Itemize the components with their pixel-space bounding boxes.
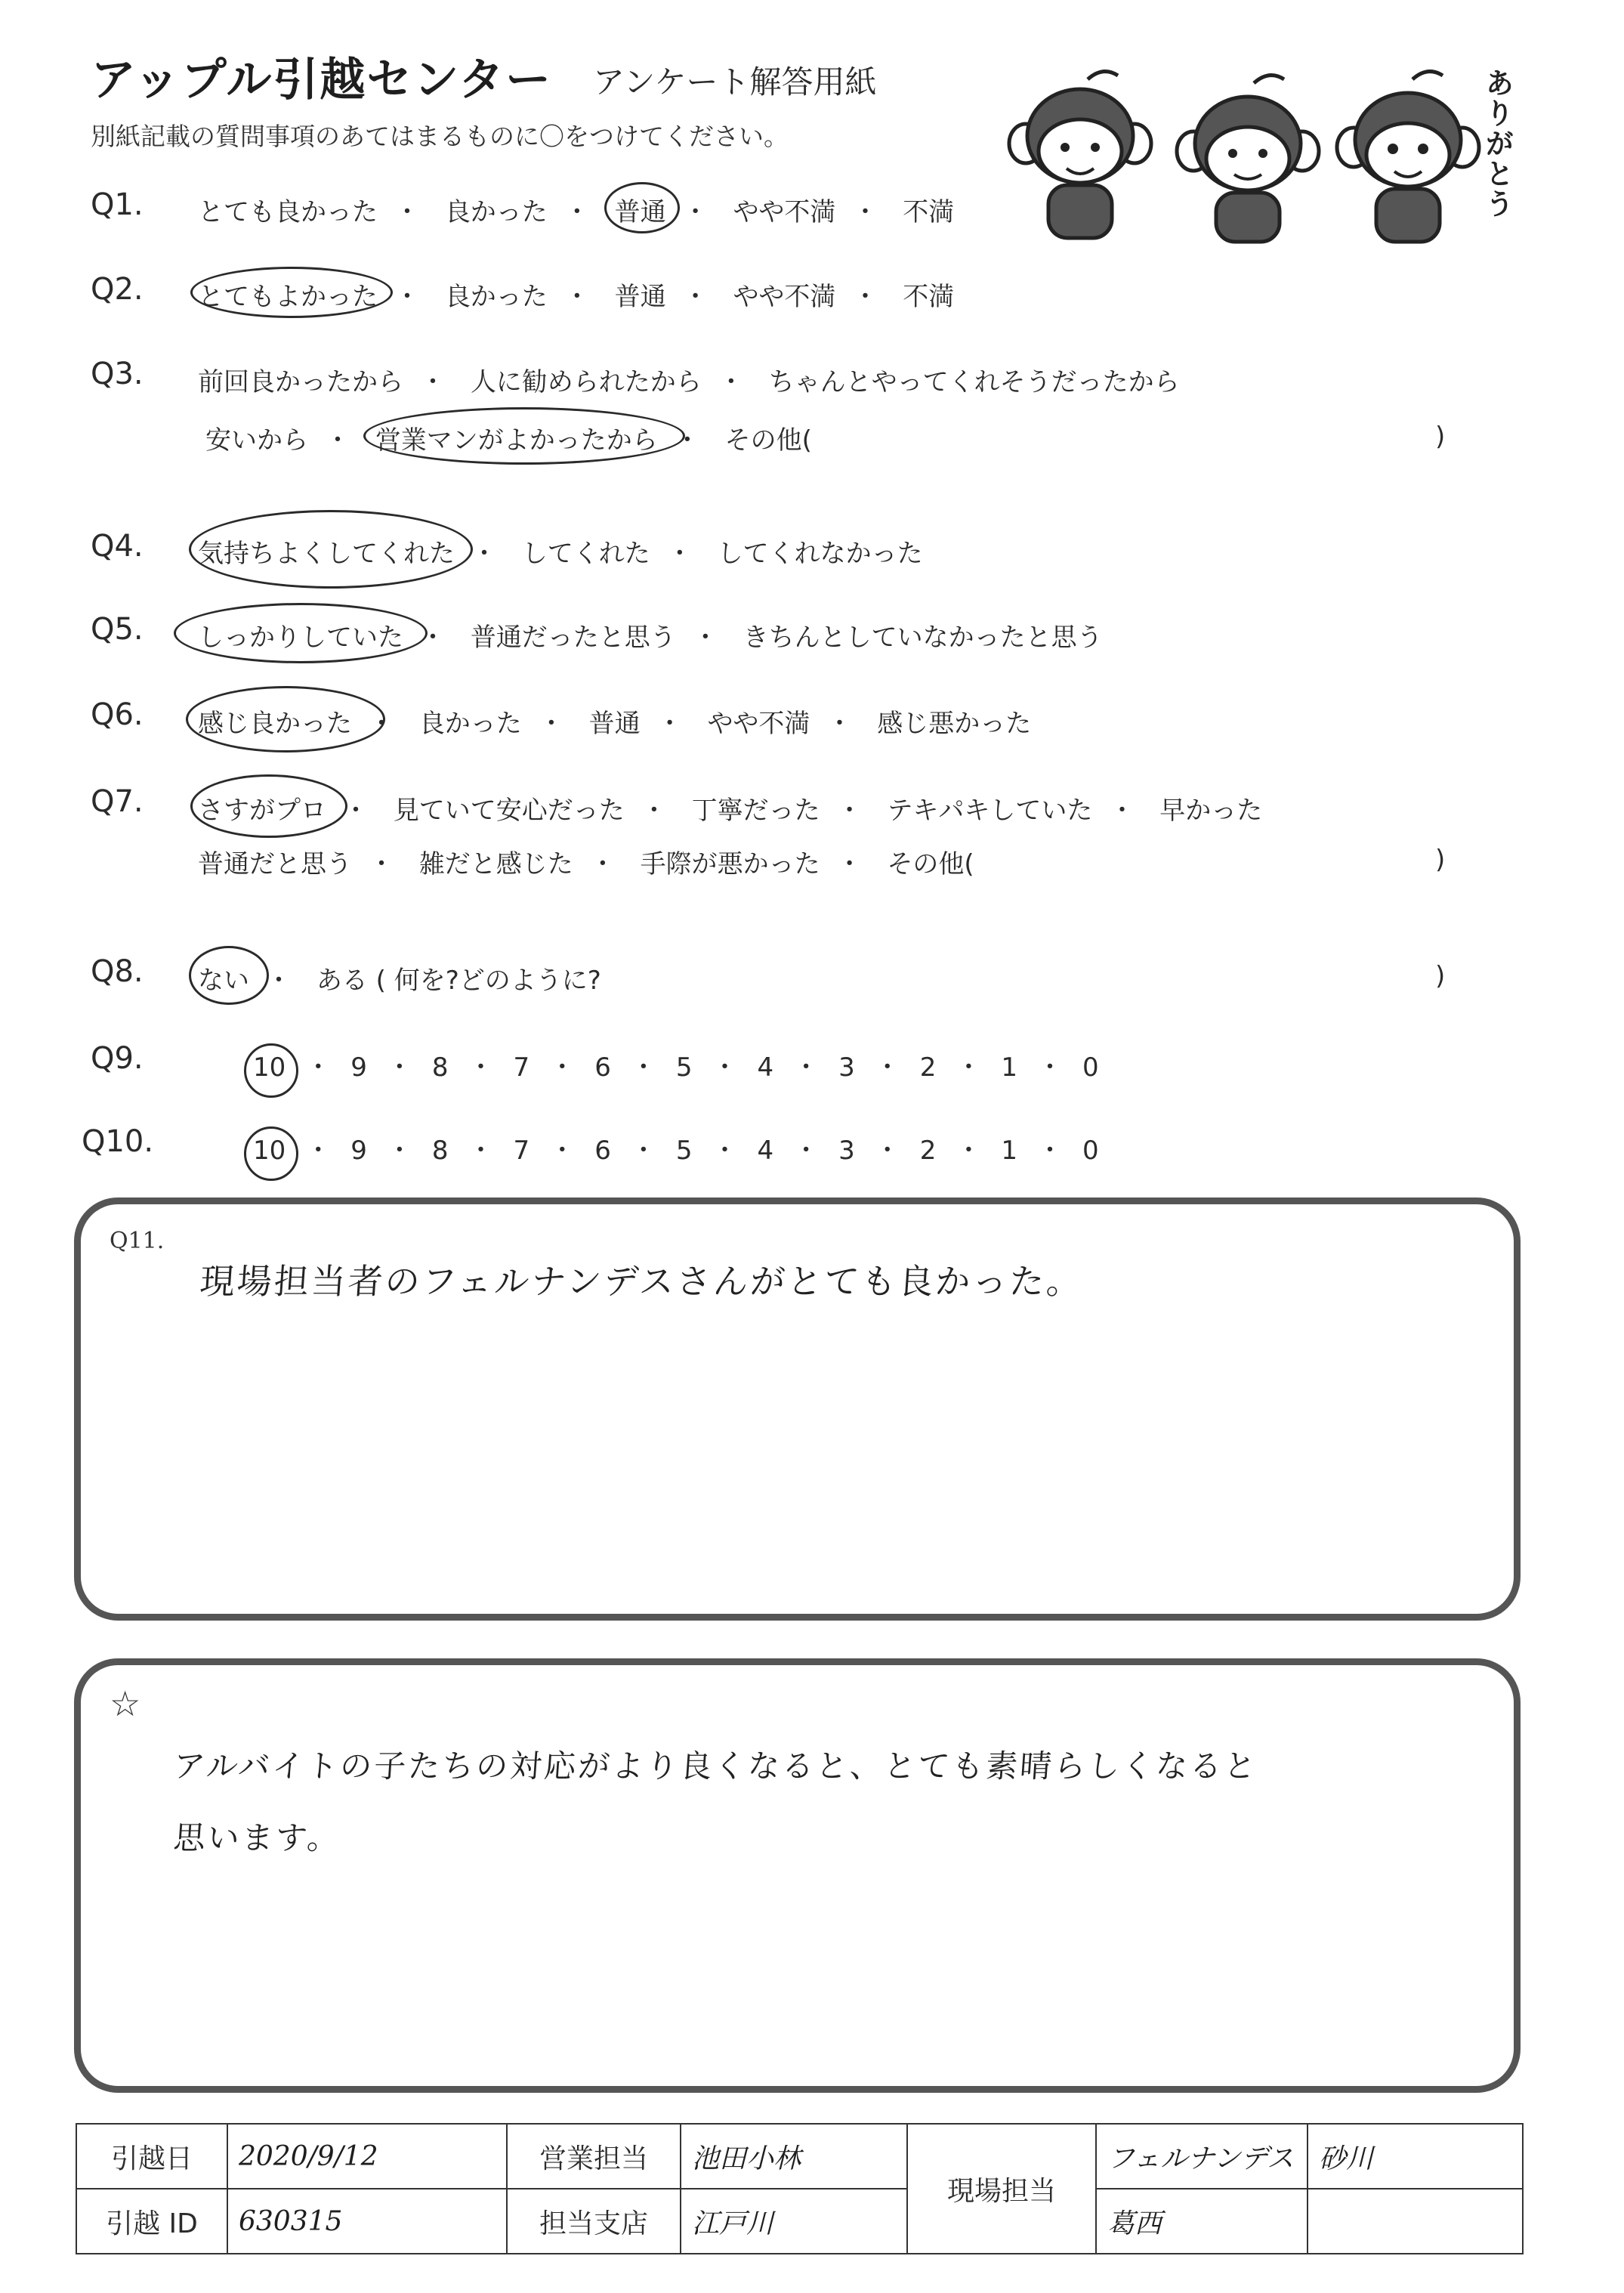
- move-id-label: 引越 ID: [76, 2189, 227, 2254]
- q2-option[interactable]: やや不満: [733, 282, 836, 312]
- selection-circle: [189, 510, 473, 589]
- comment-handwritten-line2: 思います。: [172, 1819, 343, 1856]
- q7-label: Q7.: [91, 784, 144, 819]
- q1-options: とても良かった ・ 良かった ・ 普通 ・ やや不満 ・ 不満: [198, 191, 954, 228]
- q5-option[interactable]: きちんとしていなかったと思う: [743, 623, 1103, 653]
- q1-option[interactable]: やや不満: [733, 197, 836, 227]
- selection-circle: [363, 407, 685, 465]
- q3-option[interactable]: 前回良かったから: [198, 367, 403, 397]
- q9-rating-option[interactable]: 10: [253, 1052, 286, 1083]
- q8-option-selected[interactable]: ない: [198, 960, 249, 997]
- q5-option[interactable]: 普通だったと思う: [470, 623, 676, 653]
- q6-option[interactable]: 感じ悪かった: [877, 709, 1032, 739]
- q9-rating-option[interactable]: 0: [1082, 1052, 1099, 1083]
- q6-option-selected[interactable]: 感じ良かった: [198, 703, 352, 740]
- q4-option-selected[interactable]: 気持ちよくしてくれた: [198, 533, 455, 570]
- q10-rating-option[interactable]: 8: [431, 1136, 449, 1166]
- q8-label: Q8.: [91, 954, 144, 989]
- q10-rating-option[interactable]: 7: [513, 1136, 530, 1166]
- q1-option[interactable]: とても良かった: [198, 197, 378, 227]
- q9-rating-option[interactable]: 5: [675, 1052, 693, 1083]
- q7-options-line2: 普通だと思う ・ 雑だと感じた ・ 手際が悪かった ・ その他(: [198, 843, 974, 880]
- q8-option[interactable]: ある ( 何を?どのように?: [316, 966, 601, 996]
- selection-circle: [189, 946, 269, 1005]
- q6-options: 感じ良かった ・ 良かった ・ 普通 ・ やや不満 ・ 感じ悪かった: [198, 703, 1031, 740]
- q7-options-line1: さすがプロ ・ 見ていて安心だった ・ 丁寧だった ・ テキパキしていた ・ 早かった: [198, 790, 1262, 827]
- q2-option[interactable]: 良かった: [444, 282, 548, 312]
- q2-option[interactable]: 不満: [903, 282, 955, 312]
- q3-option[interactable]: ちゃんとやってくれそうだったから: [768, 367, 1180, 397]
- company-brand: アップル引越センター: [91, 54, 552, 107]
- sheet-title: アンケート解答用紙: [593, 63, 877, 100]
- q3-option[interactable]: 安いから: [205, 425, 308, 456]
- q1-label: Q1.: [91, 187, 144, 222]
- q10-rating-option[interactable]: 1: [1001, 1136, 1018, 1166]
- selection-circle: [174, 603, 428, 663]
- q9-rating-option[interactable]: 8: [431, 1052, 449, 1083]
- sales-value[interactable]: 池田小林: [681, 2124, 907, 2189]
- q8-close-paren: ): [1435, 961, 1446, 991]
- q8-options: ない ・ ある ( 何を?どのように?: [198, 960, 601, 997]
- move-id-value[interactable]: 630315: [227, 2189, 507, 2254]
- site-label: 現場担当: [907, 2124, 1096, 2254]
- q11-label: Q11.: [110, 1228, 165, 1254]
- q6-label: Q6.: [91, 697, 144, 732]
- q3-option-selected[interactable]: 営業マンがよかったから: [375, 419, 658, 456]
- selection-circle: [244, 1043, 298, 1098]
- q10-rating-option[interactable]: 6: [594, 1136, 611, 1166]
- q10-label: Q10.: [82, 1124, 154, 1159]
- sales-label: 営業担当: [507, 2124, 681, 2189]
- q9-rating-option[interactable]: 3: [838, 1052, 855, 1083]
- q6-option[interactable]: 良かった: [418, 709, 522, 739]
- q5-options: しっかりしていた ・ 普通だったと思う ・ きちんとしていなかったと思う: [198, 617, 1103, 654]
- move-date-value[interactable]: 2020/9/12: [227, 2124, 507, 2189]
- q7-option-selected[interactable]: さすがプロ: [198, 790, 326, 827]
- q6-option[interactable]: やや不満: [707, 709, 810, 739]
- q7-option[interactable]: テキパキしていた: [887, 796, 1093, 826]
- q4-label: Q4.: [91, 529, 144, 564]
- q10-rating-option[interactable]: 10: [253, 1136, 286, 1166]
- q4-options: 気持ちよくしてくれた ・ してくれた ・ してくれなかった: [198, 533, 923, 570]
- q9-rating-option[interactable]: 4: [757, 1052, 774, 1083]
- q1-option[interactable]: 良かった: [444, 197, 548, 227]
- q7-option-other[interactable]: その他(: [887, 849, 974, 879]
- q2-label: Q2.: [91, 272, 144, 307]
- q9-label: Q9.: [91, 1041, 144, 1076]
- q3-label: Q3.: [91, 357, 144, 391]
- q11-handwritten-answer: 現場担当者のフェルナンデスさんがとても良かった。: [198, 1261, 1085, 1302]
- q9-rating-option[interactable]: 6: [594, 1052, 611, 1083]
- q3-option-other[interactable]: その他(: [724, 425, 812, 456]
- selection-circle: [190, 774, 347, 838]
- q7-option[interactable]: 普通だと思う: [198, 849, 352, 879]
- comment-box[interactable]: [74, 1658, 1521, 2093]
- q4-option[interactable]: してくれなかった: [717, 539, 923, 569]
- branch-label: 担当支店: [507, 2189, 681, 2254]
- q7-option[interactable]: 手際が悪かった: [640, 849, 820, 879]
- q9-rating-option[interactable]: 1: [1001, 1052, 1018, 1083]
- q9-rating-option[interactable]: 9: [350, 1052, 367, 1083]
- move-date-label: 引越日: [76, 2124, 227, 2189]
- site-staff-3[interactable]: 砂川: [1308, 2124, 1523, 2189]
- q3-close-paren: ): [1435, 422, 1446, 452]
- star-icon: ☆: [110, 1683, 141, 1724]
- q7-option[interactable]: 丁寧だった: [691, 796, 820, 826]
- q10-scale: 10 ・ 9 ・ 8 ・ 7 ・ 6 ・ 5 ・ 4 ・ 3 ・ 2 ・ 1 ・ 0: [253, 1130, 1099, 1167]
- selection-circle: [244, 1126, 298, 1181]
- q7-option[interactable]: 早かった: [1159, 796, 1263, 826]
- thanks-text: ありがとう: [1480, 68, 1514, 219]
- q10-rating-option[interactable]: 4: [757, 1136, 774, 1166]
- q9-scale: 10 ・ 9 ・ 8 ・ 7 ・ 6 ・ 5 ・ 4 ・ 3 ・ 2 ・ 1 ・ 0: [253, 1046, 1099, 1083]
- site-staff-1[interactable]: フェルナンデス: [1096, 2124, 1308, 2189]
- q5-label: Q5.: [91, 612, 144, 647]
- q1-option-selected[interactable]: 普通: [615, 191, 666, 228]
- q10-rating-option[interactable]: 2: [919, 1136, 937, 1166]
- selection-circle: [604, 182, 680, 233]
- footer-info-table: [76, 2123, 1524, 2254]
- branch-value[interactable]: 江戸川: [681, 2189, 907, 2254]
- site-staff-2[interactable]: 葛西: [1096, 2189, 1308, 2254]
- q5-option-selected[interactable]: しっかりしていた: [198, 617, 403, 654]
- q10-rating-option[interactable]: 9: [350, 1136, 367, 1166]
- monkey-mascots-illustration: [1005, 64, 1518, 249]
- q7-option[interactable]: 雑だと感じた: [418, 849, 573, 879]
- q10-rating-option[interactable]: 0: [1082, 1136, 1099, 1166]
- q2-option-selected[interactable]: とてもよかった: [198, 276, 378, 313]
- selection-circle: [190, 267, 393, 318]
- q1-option[interactable]: 不満: [903, 197, 955, 227]
- instruction-text: 別紙記載の質問事項のあてはまるものに〇をつけてください。: [91, 122, 789, 151]
- q7-option[interactable]: 見ていて安心だった: [393, 796, 625, 826]
- selection-circle: [186, 686, 385, 752]
- q3-options-line1: 前回良かったから ・ 人に勧められたから ・ ちゃんとやってくれそうだったから: [198, 361, 1180, 398]
- q3-options-line2: 安いから ・ 営業マンがよかったから ・ その他(: [205, 419, 812, 456]
- q4-option[interactable]: してくれた: [521, 539, 650, 569]
- q9-rating-option[interactable]: 2: [919, 1052, 937, 1083]
- comment-handwritten-line1: アルバイトの子たちの対応がより良くなると、とても素晴らしくなると: [172, 1748, 1259, 1785]
- q9-rating-option[interactable]: 7: [513, 1052, 530, 1083]
- q2-options: とてもよかった ・ 良かった ・ 普通 ・ やや不満 ・ 不満: [198, 276, 954, 313]
- q10-rating-option[interactable]: 5: [675, 1136, 693, 1166]
- q3-option[interactable]: 人に勧められたから: [470, 367, 702, 397]
- q2-option[interactable]: 普通: [614, 282, 666, 312]
- q6-option[interactable]: 普通: [588, 709, 641, 739]
- site-staff-empty[interactable]: [1308, 2189, 1523, 2254]
- monkey-mascot-icon: [1005, 64, 1488, 249]
- q7-close-paren: ): [1435, 845, 1446, 875]
- q10-rating-option[interactable]: 3: [838, 1136, 855, 1166]
